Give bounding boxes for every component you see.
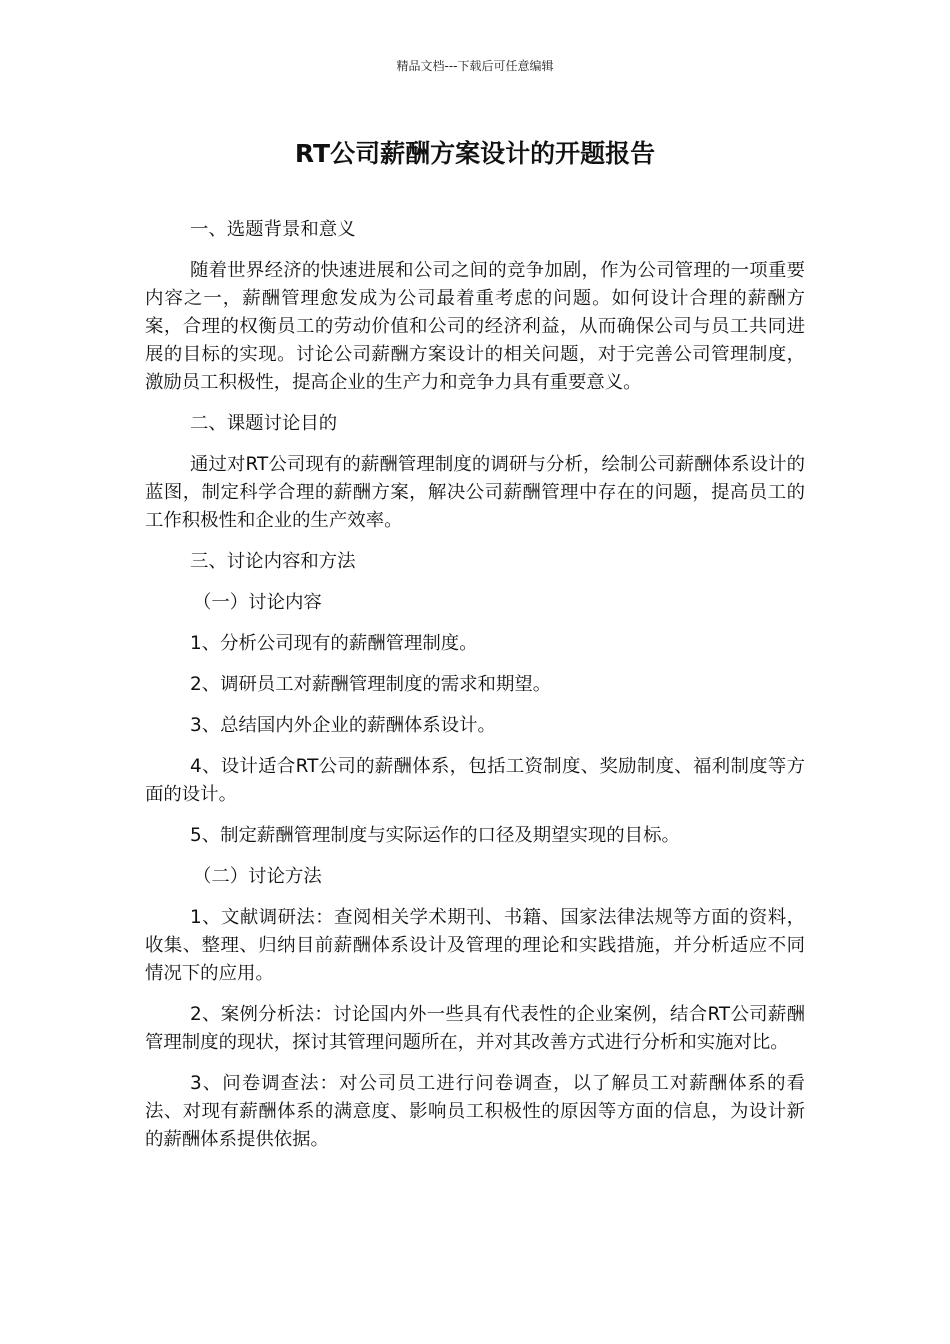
content-item: 3、总结国内外企业的薪酬体系设计。 [190,715,496,736]
method-item: 2、案例分析法：讨论国内外一些具有代表性的企业案例，结合RT公司薪酬管理制度的现状，探讨其管理问题所在，并对其改善方式进行分析和实施对比。 [145,1004,805,1053]
content-item: 5、制定薪酬管理制度与实际运作的口径及期望实现的目标。 [190,825,680,846]
section-1-paragraph: 随着世界经济的快速进展和公司之间的竞争加剧，作为公司管理的一项重要内容之一，薪酬管理愈发成为公司最着重考虑的问题。如何设计合理的薪酬方案，合理的权衡员工的劳动价值和公司的经济利益，从而确保公司与员工共同进展的目标的实现。讨论公司薪酬方案设计的相关问题，对于完善公司管理制度，激励员工积极性，提高企业的生产力和竞争力具有重要意义。 [145,260,805,393]
content-item: 2、调研员工对薪酬管理制度的需求和期望。 [190,674,552,695]
document-body [145,216,805,1154]
subsection-content-heading: （一）讨论内容 [193,592,322,613]
section-2-paragraph: 通过对RT公司现有的薪酬管理制度的调研与分析，绘制公司薪酬体系设计的蓝图，制定科学合理的薪酬方案，解决公司薪酬管理中存在的问题，提高员工的工作积极性和企业的生产效率。 [145,454,805,531]
section-2-heading: 二、课题讨论目的 [190,413,338,434]
document-title: RT公司薪酬方案设计的开题报告 [294,139,656,168]
subsection-method-heading: （二）讨论方法 [193,866,322,887]
content-item: 4、设计适合RT公司的薪酬体系，包括工资制度、奖励制度、福利制度等方面的设计。 [145,756,805,805]
content-item: 1、分析公司现有的薪酬管理制度。 [190,633,478,654]
method-item: 1、文献调研法：查阅相关学术期刊、书籍、国家法律法规等方面的资料，收集、整理、归纳目前薪酬体系设计及管理的理论和实践措施，并分析适应不同情况下的应用。 [145,907,805,984]
section-1-heading: 一、选题背景和意义 [190,219,356,240]
section-3-heading: 三、讨论内容和方法 [190,551,356,572]
method-item: 3、问卷调查法：对公司员工进行问卷调查，以了解员工对薪酬体系的看法、对现有薪酬体系的满意度、影响员工积极性的原因等方面的信息，为设计新的薪酬体系提供依据。 [145,1073,805,1150]
page-header: 精品文档---下载后可任意编辑 [396,59,554,73]
